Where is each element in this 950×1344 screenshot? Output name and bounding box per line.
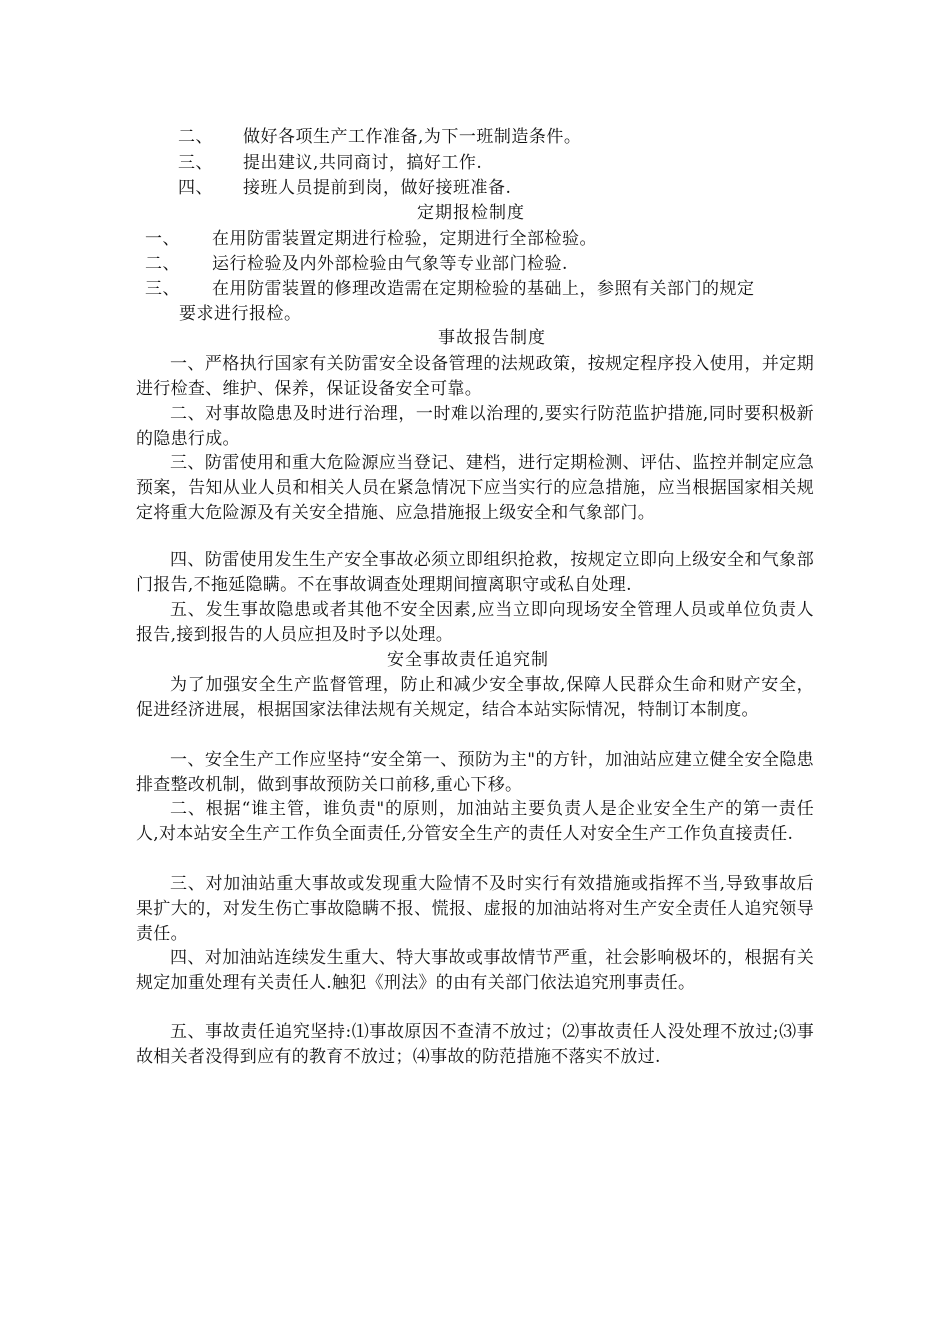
section-title: 事故报告制度 bbox=[438, 328, 546, 348]
list-item bbox=[145, 227, 597, 251]
list-number: 二、 bbox=[145, 254, 180, 274]
paragraph: 四、防雷使用发生生产安全事故必须立即组织抢救，按规定立即向上级安全和气象部门报告,不拖延隐瞒。不在事故调查处理期间擅离职守或私自处理. bbox=[136, 550, 814, 595]
list-item bbox=[145, 252, 568, 276]
list-item bbox=[178, 125, 581, 149]
list-item-continuation: 要求进行报检。 bbox=[179, 304, 302, 324]
list-item bbox=[178, 151, 482, 175]
list-number: 一、 bbox=[145, 229, 180, 249]
paragraph: 四、对加油站连续发生重大、特大事故或事故情节严重，社会影响极坏的，根据有关规定加重处理有关责任人.触犯《刑法》的由有关部门依法追究刑事责任。 bbox=[136, 948, 814, 993]
list-text: 提出建议,共同商讨，搞好工作. bbox=[243, 153, 483, 173]
paragraph: 三、对加油站重大事故或发现重大险情不及时实行有效措施或指挥不当,导致事故后果扩大的，对发生伤亡事故隐瞒不报、慌报、虚报的加油站将对生产安全责任人追究领导责任。 bbox=[136, 874, 814, 944]
section-title: 安全事故责任追究制 bbox=[387, 650, 549, 670]
paragraph: 为了加强安全生产监督管理，防止和减少安全事故,保障人民群众生命和财产安全，促进经济进展，根据国家法律法规有关规定，结合本站实际情况，特制订本制度。 bbox=[136, 675, 814, 720]
list-text: 在用防雷装置定期进行检验，定期进行全部检验。 bbox=[212, 229, 597, 249]
list-item bbox=[145, 277, 755, 301]
list-text: 接班人员提前到岗，做好接班准备. bbox=[243, 178, 512, 198]
list-text: 做好各项生产工作准备,为下一班制造条件。 bbox=[243, 127, 582, 147]
paragraph: 五、发生事故隐患或者其他不安全因素,应当立即向现场安全管理人员或单位负责人报告,接到报告的人员应担及时予以处理。 bbox=[136, 600, 814, 645]
paragraph: 二、对事故隐患及时进行治理，一时难以治理的,要实行防范监护措施,同时要积极新的隐患行成。 bbox=[136, 404, 814, 449]
list-number: 二、 bbox=[178, 127, 213, 147]
list-text: 在用防雷装置的修理改造需在定期检验的基础上，参照有关部门的规定 bbox=[212, 279, 755, 299]
list-number: 四、 bbox=[178, 178, 213, 198]
paragraph: 一、严格执行国家有关防雷安全设备管理的法规政策，按规定程序投入使用，并定期进行检查、维护、保养，保证设备安全可靠。 bbox=[136, 354, 814, 399]
list-item bbox=[178, 176, 511, 200]
list-number: 三、 bbox=[178, 153, 213, 173]
paragraph: 二、根据“谁主管，谁负责"的原则，加油站主要负责人是企业安全生产的第一责任人,对本站安全生产工作负全面责任,分管安全生产的责任人对安全生产工作负直接责任. bbox=[136, 799, 814, 844]
paragraph: 五、事故责任追究坚持:⑴事故原因不查清不放过；⑵事故责任人没处理不放过;⑶事故相关者没得到应有的教育不放过；⑷事故的防范措施不落实不放过. bbox=[136, 1022, 814, 1067]
list-number: 三、 bbox=[145, 279, 180, 299]
paragraph: 三、防雷使用和重大危险源应当登记、建档，进行定期检测、评估、监控并制定应急预案，告知从业人员和相关人员在紧急情况下应当实行的应急措施，应当根据国家相关规定将重大危险源及有关安全措施、应急措施报上级安全和气象部门。 bbox=[136, 453, 814, 523]
paragraph: 一、安全生产工作应坚持“安全第一、预防为主"的方针，加油站应建立健全安全隐患排查整改机制，做到事故预防关口前移,重心下移。 bbox=[136, 750, 814, 795]
list-text: 运行检验及内外部检验由气象等专业部门检验. bbox=[212, 254, 568, 274]
section-title: 定期报检制度 bbox=[417, 203, 525, 223]
